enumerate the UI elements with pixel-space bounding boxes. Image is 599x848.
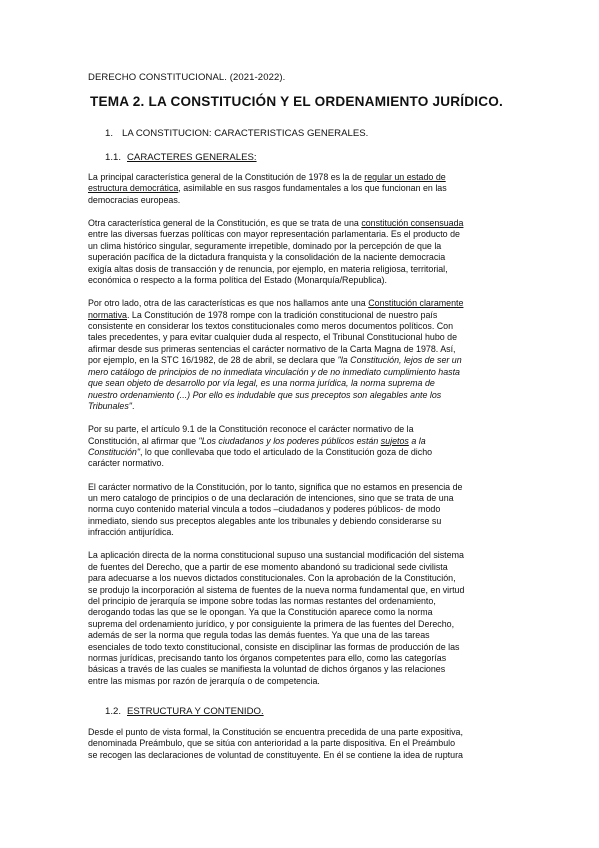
paragraph-structure-democratic [88,172,512,206]
text-run: Constitución, al afirmar que [88,435,199,446]
underlined-text: Constitución claramente [368,298,464,309]
text-line: tales precedentes, y para evitar cualquier duda al respecto, el Tribunal Constitucional hubo de [88,332,458,343]
text-line: norma cuyo contenido material vincula a todos –ciudadanos y poderes públicos- de modo [88,504,441,515]
text-line: Desde el punto de vista formal, la Constitución se encuentra precedida de una parte expositiva, [88,727,463,737]
italic-quote: "la Constitución, lejos de ser un [337,355,462,366]
text-line: Por su parte, el artículo 9.1 de la Constitución reconoce el carácter normativo de la [88,424,414,435]
text-run: . La Constitución de 1978 rompe con la tradición constitucional de nuestro país [126,309,438,320]
paragraph-normative [88,298,512,412]
section-number: 1. [105,128,114,139]
italic-quote: a la [408,435,426,446]
text-line: del principio de jerarquía se impone sobre todas las normas restantes del ordenamiento, [88,595,436,606]
text-line: económica o respecto a la forma política del Estado (Monarquía/Republica). [88,275,387,286]
document-title: TEMA 2. LA CONSTITUCIÓN Y EL ORDENAMIENTO JURÍDICO. [90,94,504,109]
subsection-number: 1.2. [105,706,122,717]
document-header: DERECHO CONSTITUCIONAL. (2021-2022). [88,72,286,83]
subsection-label: CARACTERES GENERALES: [127,152,257,163]
text-line: de fuentes del Derecho, que a partir de ese momento abandonó su tradicional sede civilista [88,561,448,572]
text-run: Por otro lado, otra de las características es que nos hallamos ante una [88,298,369,309]
text-run: Otra característica general de la Constitución, es que se trata de una [88,218,362,229]
body-text-block-2 [88,727,512,773]
text-line: superación pacífica de la dictadura franquista y la consolidación de la naciente democracia [88,252,446,263]
text-line: entre las mismas por razón de jerarquía o de competencia. [88,675,320,686]
text-run: , asimilable en sus rasgos fundamentales a los que funcionan en las [178,183,447,194]
text-line: se recogen las declaraciones de voluntad de constituyente. En él se contiene la idea de ruptura [88,749,463,760]
text-line: normas jurídicas, precisando tanto los órganos competentes para ello, como las categorías [88,653,447,664]
subsection-label: ESTRUCTURA Y CONTENIDO. [127,706,264,717]
subsection-heading-1-1 [105,152,257,163]
text-line: consistente en considerar los textos constitucionales como meros documentos políticos. Con [88,321,454,332]
text-line: exigía altas dosis de transacción y de renuncia, por ejemplo, en materia religiosa, territorial, [88,263,448,274]
text-line: carácter normativo. [88,458,164,469]
section-heading-1 [105,128,368,139]
text-line: El carácter normativo de la Constitución, por lo tanto, significa que no estamos en presencia de [88,481,463,492]
text-run: por ejemplo, en la STC 16/1982, de 28 de abril, se declara que [88,355,338,366]
underlined-text: normativa [88,309,127,320]
body-text-block-1 [88,172,512,699]
text-line: se produjo la incorporación al sistema de fuentes de la nueva norma fundamental que, en virtud [88,584,465,595]
text-line: La aplicación directa de la norma constitucional supuso una sustancial modificación del sistema [88,550,464,561]
underlined-text: regular un estado de [364,172,446,182]
italic-quote-line: nuestro ordenamiento (...) Por ello es indudable que sus preceptos son alegables ante los [88,389,442,400]
italic-quote: "Los ciudadanos y los poderes públicos están [198,435,381,446]
text-run: La principal característica general de la Constitución de 1978 es la de [88,172,365,182]
italic-quote-line: mero catálogo de principios de no inmediata vinculación y de no inmediato cumplimiento hasta [88,366,460,377]
text-line: afirmar desde sus primeras sentencias el carácter normativo de la Carta Magna de 1978. Así, [88,343,456,354]
underlined-italic-text: sujetos [380,435,409,446]
text-line: denominada Preámbulo, que se sitúa con anterioridad a la parte dispositiva. En el Preámbulo [88,738,456,749]
subsection-heading-1-2 [105,706,264,717]
text-run: , lo que conllevaba que todo el articulado de la Constitución goza de dicho [140,446,433,457]
italic-quote: Constitución" [88,446,140,457]
text-line: entre las diversas fuerzas políticas con mayor representación parlamentaria. Es el producto de [88,229,460,240]
text-line: derogando todas las que se le opongan. Ya que la Constitución aparece como la norma [88,607,433,618]
text-line: suprema del ordenamiento jurídico, y por consiguiente la primera de las fuentes del Derecho, [88,618,455,629]
text-line: democracias europeas. [88,194,181,205]
underlined-text: estructura democrática [88,183,179,194]
paragraph-consensus [88,218,512,286]
text-line: básicas a través de las cuales se manifiesta la voluntad de dichos órganos y las relaciones [88,664,446,675]
paragraph-structure [88,727,512,761]
text-line: un clima histórico singular, seguramente irrepetible, dominado por la percepción de que la [88,240,442,251]
text-line: infracción antijurídica. [88,527,174,538]
text-line: para adecuarse a los nuevos dictados constitucionales. Con la aprobación de la Constitución, [88,573,456,584]
italic-quote: Tribunales" [88,400,132,411]
underlined-text: constitución consensuada [361,218,464,229]
paragraph-normative-meaning [88,482,512,539]
text-line: inmediato, siendo sus preceptos alegables ante los tribunales y debiendo considerarse su [88,515,442,526]
section-label: LA CONSTITUCION: CARACTERISTICAS GENERALES. [122,128,369,139]
text-run: . [131,400,135,411]
subsection-number: 1.1. [105,152,122,163]
paragraph-article-9 [88,424,512,470]
text-line: además de ser la norma que regula todas las demás fuentes. Ya que una de las tareas [88,630,430,641]
italic-quote-line: que sean objeto de desarrollo por vía legal, es una norma jurídica, la norma suprema de [88,378,435,389]
text-line: un mero catalogo de principios o de una declaración de intenciones, sino que se trata de una [88,492,454,503]
paragraph-direct-application [88,550,512,687]
text-line: esenciales de todo texto constitucional, consiste en disciplinar las formas de producción de las [88,641,460,652]
